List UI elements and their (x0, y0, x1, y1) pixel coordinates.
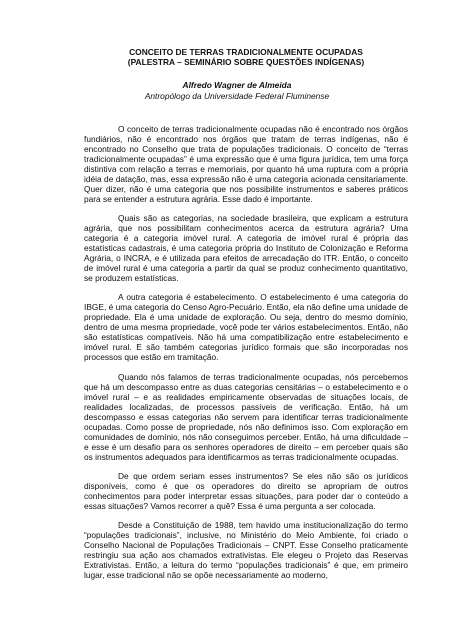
document-title: CONCEITO DE TERRAS TRADICIONALMENTE OCUPADAS (129, 47, 363, 57)
paragraph: De que ordem seriam esses instrumentos? Se eles não são os jurídicos disponíveis, como é que os operadores do direito se apropriam de outros conhecimentos para poder interpretar essas situações, para poder dar o conteúdo a essas situações? Vamos recorrer a quê? Essa é uma pergunta a ser colocada. (84, 470, 408, 511)
paragraph: O conceito de terras tradicionalmente ocupadas não é encontrado nos órgãos fundiários, não é encontrado nos órgãos que tratam de terras indígenas, não é encontrado no Conselho que trata de populações tradicionais. O conceito de “terras tradicionalmente ocupadas” é uma expressão que é uma figura jurídica, tem uma força distintiva com relação a terras e memoriais, por quanto há uma ruptura com a própria idéia de datação, mas, essa expressão não é uma categoria acionada censitariamente. Quer dizer, não é uma categoria que nos possibilite instrumentos e saberes práticos para se entender a estrutura agrária. Esse dado é importante. (84, 124, 408, 204)
paragraph: Desde a Constituição de 1988, tem havido uma institucionalização do termo “populações tradicionais”, inclusive, no Ministério do Meio Ambiente, foi criado o Conselho Nacional de Populações Tradicionais – CNPT. Esse Conselho praticamente restringiu sua ação aos chamados extrativistas. Ele elegeu o Projeto das Reservas Extrativistas. Então, a leitura do termo “populações tradicionais” é que, em primeiro lugar, esse tradicional não se opõe necessariamente ao moderno, (84, 519, 408, 580)
author-name: Alfredo Wagner de Almeida (182, 80, 292, 90)
document-subtitle: (PALESTRA – SEMINÁRIO SOBRE QUESTÕES INDÍGENAS) (127, 57, 365, 67)
paragraph: A outra categoria é estabelecimento. O estabelecimento é uma categoria do IBGE, é uma categoria do Censo Agro-Pecuário. Então, ela não define uma unidade de propriedade. Ela é uma unidade de exploração. Ou seja, dentro do mesmo domínio, dentro de uma mesma propriedade, você pode ter vários estabelecimentos. Então, não são estatísticas compatíveis. Não há uma compatibilização entre estabelecimento e imóvel rural. E são também categorias jurídico formais que são incorporadas nos processos que estão em tramitação. (84, 292, 408, 363)
document-body (84, 124, 408, 589)
paragraph: Quais são as categorias, na sociedade brasileira, que explicam a estrutura agrária, que nos possibilitam conhecimentos acerca da estrutura agrária? Uma categoria é a categoria imóvel rural. A categoria de imóvel rural é própria das estatísticas cadastrais, é uma categoria própria do Instituto de Colonização e Reforma Agrária, o INCRA, e é utilizada para efeitos de arrecadação do ITR. Então, o conceito de imóvel rural é uma categoria a partir da qual se produz conhecimento quantitativo, se produzem estatísticas. (84, 213, 408, 284)
author-affiliation: Antropólogo da Universidade Federal Fluminense (144, 91, 330, 101)
paragraph: Quando nós falamos de terras tradicionalmente ocupadas, nós percebemos que há um descompasso entre as duas categorias censitárias – o estabelecimento e o imóvel rural – e as realidades empiricamente observadas de situações locais, de realidades localizadas, de processos passíveis de verificação. Então, há um descompasso e essas categorias não servem para identificar terras tradicionalmente ocupadas. Como posse de propriedade, nós não definimos isso. Com exploração em comunidades de domínio, nós não conseguimos perceber. Então, há uma dificuldade – e esse é um desafio para os senhores operadores de direito – em perceber quais são os instrumentos adequados para identificarmos as terras tradicionalmente ocupadas. (84, 371, 408, 462)
